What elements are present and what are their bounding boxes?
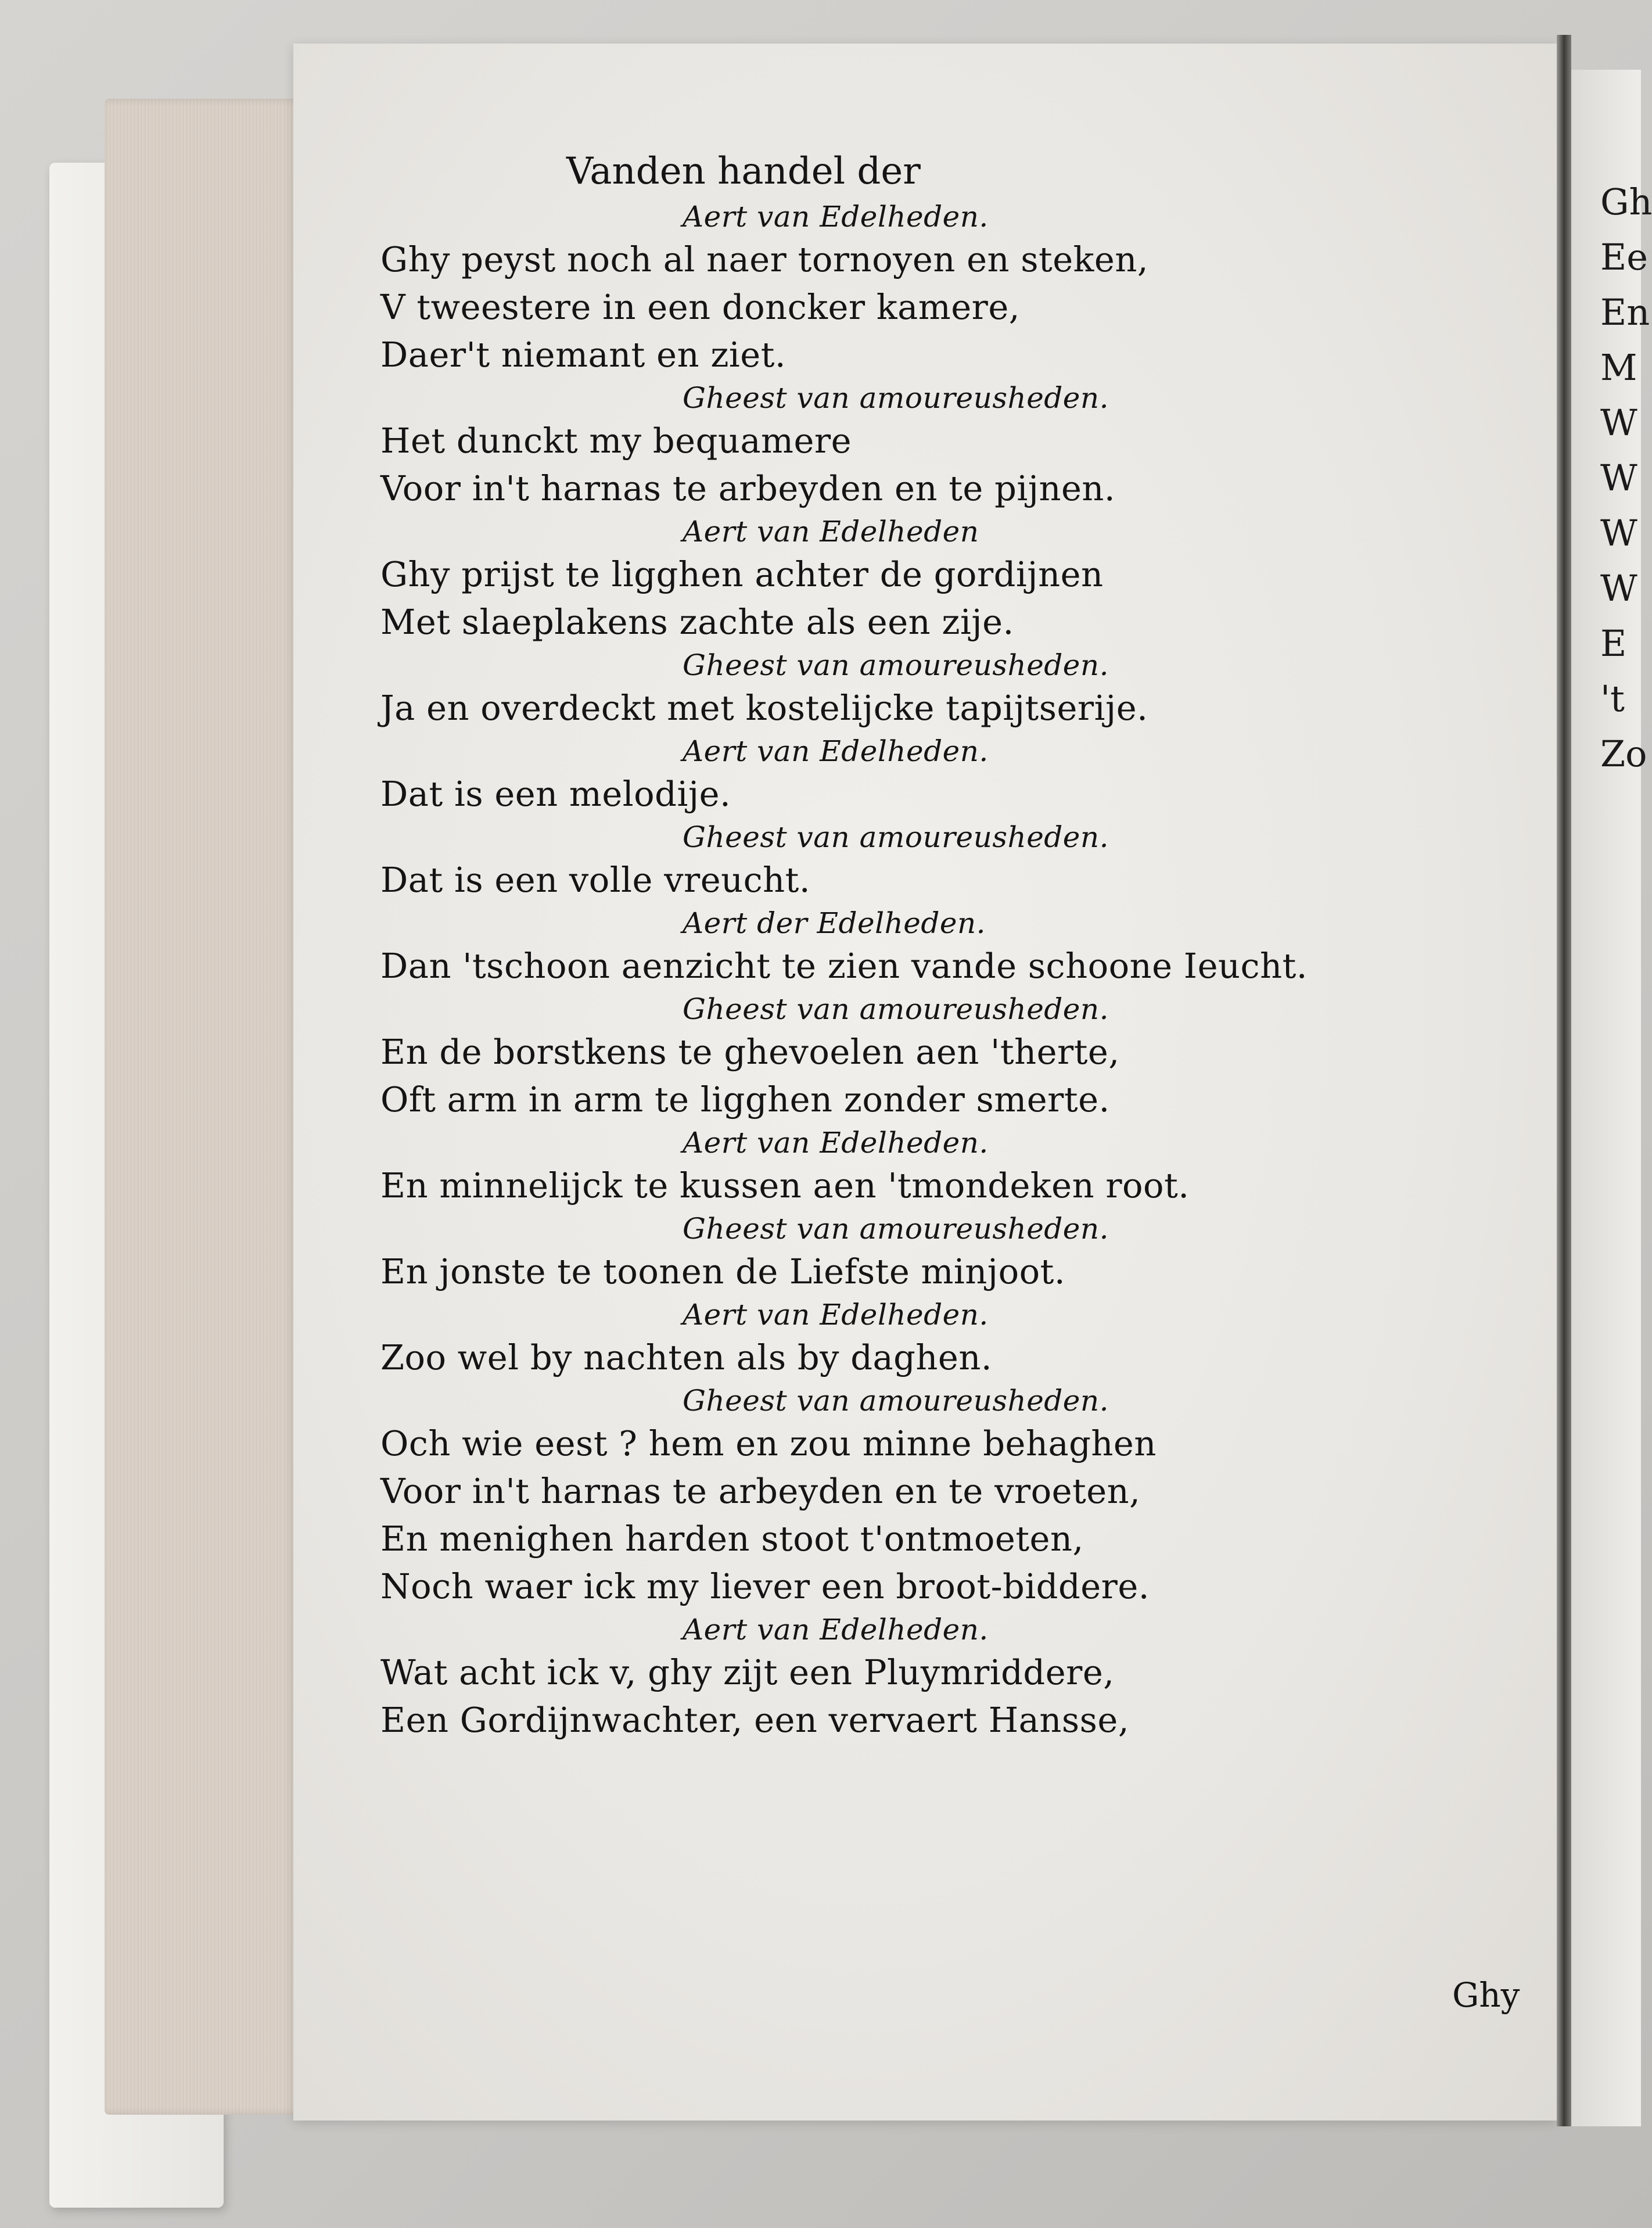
verse-line: Voor in't harnas te arbeyden en te vroeten, xyxy=(380,1471,1141,1511)
verse-lines xyxy=(380,198,1484,1744)
right-page-fragment: W xyxy=(1600,512,1637,554)
verse-line: Ja en overdeckt met kostelijcke tapijtserije. xyxy=(380,688,1148,728)
catchword: Ghy xyxy=(1452,1975,1520,2015)
speaker-heading: Aert van Edelheden xyxy=(683,515,979,548)
verse-line: Ghy prijst te ligghen achter de gordijnen xyxy=(380,554,1104,594)
verse-line: Dan 'tschoon aenzicht te zien vande schoone Ieucht. xyxy=(380,946,1308,986)
verse-line: Oft arm in arm te ligghen zonder smerte. xyxy=(380,1079,1110,1120)
verse-line: Met slaeplakens zachte als een zije. xyxy=(380,602,1014,642)
speaker-heading: Aert van Edelheden. xyxy=(683,200,989,234)
speaker-heading: Aert van Edelheden. xyxy=(683,1298,989,1332)
right-page-fragment: M xyxy=(1600,346,1637,389)
verse-line: Daer't niemant en ziet. xyxy=(380,335,787,375)
verse-line: Voor in't harnas te arbeyden en te pijnen. xyxy=(380,468,1116,508)
right-page-fragment: En xyxy=(1600,291,1650,333)
verse-line: V tweestere in een doncker kamere, xyxy=(380,287,1021,327)
verse-line: Een Gordijnwachter, een vervaert Hansse, xyxy=(380,1700,1130,1740)
verse-line: En menighen harden stoot t'ontmoeten, xyxy=(380,1519,1084,1559)
right-page-edge-text xyxy=(1600,174,1652,781)
speaker-heading: Aert van Edelheden. xyxy=(683,1613,989,1646)
verse-line: En jonste te toonen de Liefste minjoot. xyxy=(380,1251,1066,1291)
verse-line: Het dunckt my bequamere xyxy=(380,421,852,461)
verse-line: Dat is een melodije. xyxy=(380,774,731,814)
right-page-fragment: W xyxy=(1600,567,1637,609)
verse-line: En minnelijck te kussen aen 'tmondeken root. xyxy=(380,1165,1190,1206)
right-page-fragment: Ee xyxy=(1600,236,1648,278)
speaker-heading: Aert der Edelheden. xyxy=(683,906,986,940)
speaker-heading: Gheest van amoureusheden. xyxy=(683,1212,1109,1246)
right-page-fragment: E xyxy=(1600,622,1627,665)
speaker-heading: Gheest van amoureusheden. xyxy=(683,820,1109,854)
speaker-heading: Aert van Edelheden. xyxy=(683,1126,989,1160)
verse-line: Dat is een volle vreucht. xyxy=(380,860,811,900)
text-block xyxy=(380,145,1484,1744)
verse-line: Och wie eest ? hem en zou minne behaghen xyxy=(380,1423,1157,1463)
verse-line: En de borstkens te ghevoelen aen 'therte, xyxy=(380,1032,1120,1072)
verse-line: Zoo wel by nachten als by daghen. xyxy=(380,1337,993,1377)
speaker-heading: Gheest van amoureusheden. xyxy=(683,992,1109,1026)
verse-line: Wat acht ick v, ghy zijt een Pluymriddere, xyxy=(380,1652,1115,1692)
right-page-fragment: Zo xyxy=(1600,733,1647,775)
speaker-heading: Gheest van amoureusheden. xyxy=(683,648,1109,682)
speaker-heading: Gheest van amoureusheden. xyxy=(683,381,1109,415)
right-page-fragment: W xyxy=(1600,457,1637,499)
speaker-heading: Aert van Edelheden. xyxy=(683,734,989,768)
verse-line: Noch waer ick my liever een broot-biddere. xyxy=(380,1566,1150,1606)
right-page-fragment: W xyxy=(1600,401,1637,444)
right-page-fragment: Gh xyxy=(1600,181,1652,223)
page-edges xyxy=(105,99,314,2115)
book-gutter xyxy=(1557,35,1571,2126)
speaker-heading: Gheest van amoureusheden. xyxy=(683,1384,1109,1418)
verse-line: Ghy peyst noch al naer tornoyen en steken, xyxy=(380,239,1149,279)
right-page-fragment: 't xyxy=(1600,677,1625,720)
running-head: Vanden handel der xyxy=(566,150,921,193)
